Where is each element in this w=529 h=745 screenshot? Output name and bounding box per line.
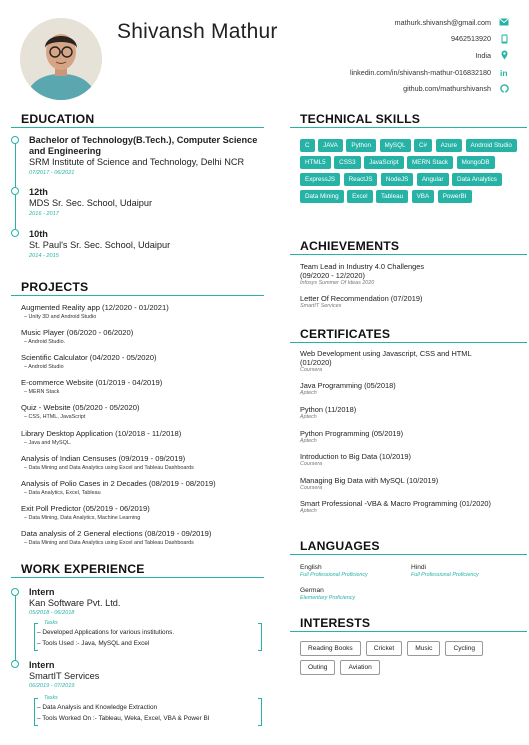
project-item: Data analysis of 2 General elections (08/2019 - 09/2019) – Data Mining and Data Analytics using Excel and Tableau Dashboards <box>21 529 271 547</box>
certificate-item: Java Programming (05/2018) Aptech <box>300 381 396 397</box>
projects-heading: PROJECTS <box>21 280 89 294</box>
skill-tag: CSS3 <box>334 156 360 169</box>
tasks-box-corner <box>34 698 38 699</box>
skill-tag: VBA <box>412 190 435 203</box>
project-item: Analysis of Indian Censuses (09/2019 - 09/2019) – Data Mining and Data Analytics using Excel and Tableau Dashboards <box>21 454 271 472</box>
skill-tag: MongoDB <box>457 156 495 169</box>
candidate-name: Shivansh Mathur <box>117 20 278 43</box>
education-heading: EDUCATION <box>21 112 95 126</box>
skill-tag: MERN Stack <box>407 156 453 169</box>
skill-tag: ExpressJS <box>300 173 340 186</box>
certificates-divider <box>290 342 527 343</box>
skill-tag: MySQL <box>380 139 411 152</box>
skill-tag: Excel <box>347 190 372 203</box>
contact-linkedin[interactable]: linkedin.com/in/shivansh-mathur-016832180 in <box>251 64 511 81</box>
contact-github[interactable]: github.com/mathurshivansh <box>251 80 511 97</box>
contact-list <box>251 14 511 97</box>
tasks-box-corner <box>258 725 262 726</box>
interests-divider <box>290 631 527 632</box>
education-divider <box>11 127 264 128</box>
languages-heading: LANGUAGES <box>300 539 380 553</box>
interest-tag: Reading Books <box>300 641 361 656</box>
interest-tag: Cricket <box>366 641 403 656</box>
timeline-dot <box>11 588 19 596</box>
skill-tag: NodeJS <box>381 173 413 186</box>
skill-tag: Data Analytics <box>452 173 502 186</box>
skill-tag: JAVA <box>318 139 343 152</box>
certificate-item: Smart Professional -VBA & Macro Programming (01/2020) Aptech <box>300 499 492 515</box>
timeline-dot <box>11 136 19 144</box>
achievement-item: Team Lead in Industry 4.0 Challenges (09/2020 - 12/2020) Infosys Summer Of Ideas 2020 <box>300 262 425 287</box>
language-item: Hindi Full Professional Proficiency <box>411 564 479 578</box>
language-item: German Elementary Proficiency <box>300 587 356 601</box>
tasks-box-corner <box>258 623 262 624</box>
profile-photo <box>20 18 102 100</box>
task-item: – Developed Applications for various institutions. <box>37 629 174 636</box>
skill-tag: Angular <box>417 173 449 186</box>
skill-tag: PowerBI <box>438 190 472 203</box>
skill-tag: Android Studio <box>466 139 517 152</box>
tasks-label: Tasks <box>44 620 58 626</box>
certificate-item: Introduction to Big Data (10/2019) Coursera <box>300 452 411 468</box>
tasks-box-corner <box>34 725 38 726</box>
tasks-box-corner <box>34 650 38 651</box>
timeline-dot <box>11 229 19 237</box>
certificates-heading: CERTIFICATES <box>300 327 391 341</box>
interest-tag: Cycling <box>445 641 483 656</box>
interests-list <box>300 641 510 675</box>
contact-phone[interactable]: 9462513920 <box>251 31 511 48</box>
skill-tag: Azure <box>436 139 462 152</box>
skill-tag: C <box>300 139 315 152</box>
skill-tag: JavaScript <box>364 156 403 169</box>
project-item: Library Desktop Application (10/2018 - 11/2018) – Java and MySQL. <box>21 429 271 447</box>
timeline-dot <box>11 660 19 668</box>
project-item: Quiz - Website (05/2020 - 05/2020) – CSS, HTML, JavaScript <box>21 403 271 421</box>
languages-divider <box>290 554 527 555</box>
education-item: 12th MDS Sr. Sec. School, Udaipur 2016 - 2017 <box>29 187 153 217</box>
task-item: – Tools Used :- Java, MySQL and Excel <box>37 640 149 647</box>
project-item: E-commerce Website (01/2019 - 04/2019) – MERN Stack <box>21 378 271 396</box>
tasks-box-corner <box>34 623 38 624</box>
work-heading: WORK EXPERIENCE <box>21 562 145 576</box>
tasks-box-corner <box>258 650 262 651</box>
skill-tag: Python <box>346 139 376 152</box>
education-item: Bachelor of Technology(B.Tech.), Computer Science and Engineering SRM Institute of Science and Technology, Delhi NCR 07/2017 - 06/2021 <box>29 135 258 176</box>
skill-tag: C# <box>414 139 432 152</box>
certificate-item: Managing Big Data with MySQL (10/2019) Coursera <box>300 476 439 492</box>
certificate-item: Python (11/2018) Aptech <box>300 405 357 421</box>
timeline-dot <box>11 187 19 195</box>
project-item: Augmented Reality app (12/2020 - 01/2021) – Unity 3D and Android Studio <box>21 303 271 321</box>
education-item: 10th St. Paul's Sr. Sec. School, Udaipur 2014 - 2015 <box>29 229 171 259</box>
skill-tag: Tableau <box>376 190 408 203</box>
skill-tag: ReactJS <box>344 173 378 186</box>
contact-email[interactable]: mathurk.shivansh@gmail.com <box>251 14 511 31</box>
email-icon <box>497 17 511 27</box>
tasks-label: Tasks <box>44 695 58 701</box>
achievement-item: Letter Of Recommendation (07/2019) SmartIT Services <box>300 294 423 310</box>
certificate-item: Web Development using Javascript, CSS and HTML (01/2020) Coursera <box>300 349 472 374</box>
skills-list <box>300 139 520 203</box>
certificate-item: Python Programming (05/2019) Aptech <box>300 429 404 445</box>
task-item: – Tools Worked On :- Tableau, Weka, Excel, VBA & Power BI <box>37 715 210 722</box>
job-item: Intern Kan Software Pvt. Ltd. 05/2018 - 06/2018 <box>29 587 121 616</box>
contact-location: India <box>251 47 511 64</box>
location-icon <box>497 50 511 60</box>
github-icon <box>497 84 511 94</box>
language-item: English Full Professional Proficiency <box>300 564 368 578</box>
phone-icon <box>497 34 511 44</box>
skill-tag: Data Mining <box>300 190 344 203</box>
projects-divider <box>11 295 264 296</box>
skills-divider <box>290 127 527 128</box>
interests-heading: INTERESTS <box>300 616 371 630</box>
skills-heading: TECHNICAL SKILLS <box>300 112 421 126</box>
tasks-box-corner <box>258 698 262 699</box>
task-item: – Data Analysis and Knowledge Extraction <box>37 704 157 711</box>
project-item: Scientific Calculator (04/2020 - 05/2020) – Android Studio <box>21 353 271 371</box>
achievements-divider <box>290 254 527 255</box>
work-timeline <box>15 595 16 661</box>
project-item: Exit Poll Predictor (05/2019 - 06/2019) – Data Mining, Data Analytics, Machine Learning <box>21 504 271 522</box>
achievements-heading: ACHIEVEMENTS <box>300 239 400 253</box>
linkedin-icon <box>497 67 511 77</box>
skill-tag: HTML5 <box>300 156 331 169</box>
interest-tag: Outing <box>300 660 335 675</box>
interest-tag: Music <box>407 641 440 656</box>
interest-tag: Aviation <box>340 660 379 675</box>
job-item: Intern SmartIT Services 06/2019 - 07/2019 <box>29 660 100 689</box>
svg-text:in: in <box>499 67 508 77</box>
project-item: Analysis of Polio Cases in 2 Decades (08/2019 - 08/2019) – Data Analytics, Excel, Tableau <box>21 479 271 497</box>
work-divider <box>11 577 264 578</box>
project-item: Music Player (06/2020 - 06/2020) – Android Studio. <box>21 328 271 346</box>
